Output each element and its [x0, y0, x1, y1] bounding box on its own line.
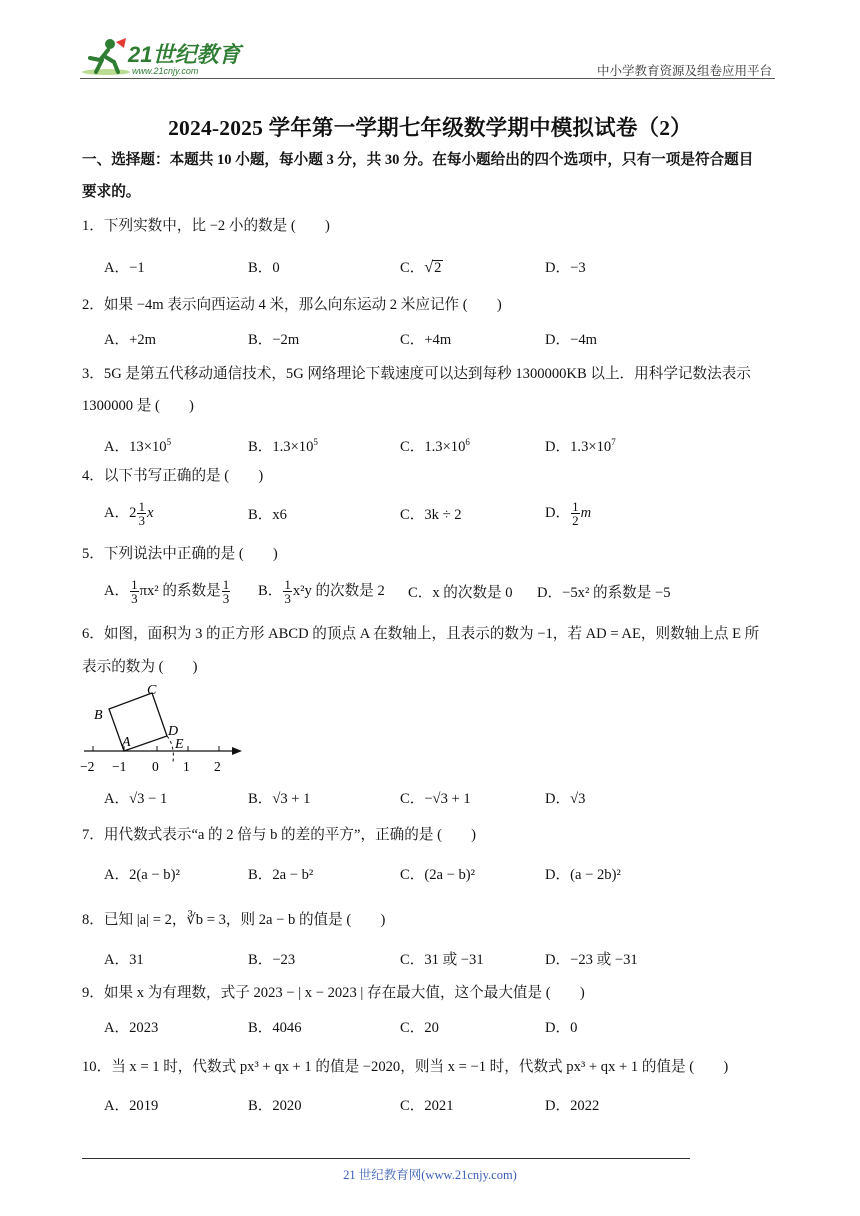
q6-option-a: A．√3 − 1 — [104, 791, 168, 807]
q3-option-a: A．$13\times 10^5$ — [104, 437, 172, 455]
tick-neg1: −1 — [112, 759, 127, 774]
logo-url: www.21cnjy.com — [132, 66, 199, 76]
square-numberline-figure — [80, 682, 250, 777]
q2-option-c: C．+4m — [400, 332, 452, 348]
q6-option-b: B．√3 + 1 — [248, 791, 311, 807]
q5-option-d: D．−5x² 的系数是 −5 — [537, 585, 671, 601]
question-6-line1: 6．如图，面积为 3 的正方形 ABCD 的顶点 A 在数轴上，且表示的数为 −1，若 AD = AE，则数轴上点 E 所 — [82, 626, 760, 642]
q2-option-d: D．−4m — [545, 332, 598, 348]
label-e: E — [175, 737, 184, 752]
q6-option-d: D．√3 — [545, 791, 586, 807]
question-4: 4．以下书写正确的是 ( ) — [82, 468, 264, 484]
label-c: C — [147, 683, 157, 698]
tick-neg2: −2 — [80, 759, 95, 774]
question-8: 8．已知 |a| = 2，∛b = 3，则 2a − b 的值是 ( ) — [82, 912, 386, 928]
q1-option-d: D．−3 — [545, 260, 586, 276]
q5-option-a: A． $\frac{1}{3}$ πx² 的系数是 $\frac{1}{3}$ — [104, 577, 230, 606]
q4-option-d: D． $\frac{1}{2}$ m — [545, 499, 592, 528]
question-7: 7．用代数式表示“a 的 2 倍与 b 的差的平方”，正确的是 ( ) — [82, 827, 476, 843]
platform-name: 中小学教育资源及组卷应用平台 — [596, 64, 772, 78]
q4-option-b: B．x6 — [248, 507, 287, 523]
q8-option-a: A．31 — [104, 952, 144, 968]
q7-option-b: B．2a − b² — [248, 867, 314, 883]
q2-option-a: A．+2m — [104, 332, 157, 348]
q9-option-c: C．20 — [400, 1020, 439, 1036]
tick-0: 0 — [152, 759, 159, 774]
q8-option-b: B．−23 — [248, 952, 296, 968]
q2-option-b: B．−2m — [248, 332, 300, 348]
footer-link[interactable]: 21 世纪教育网(www.21cnjy.com) — [343, 1168, 517, 1182]
q5-option-b: B． $\frac{1}{3}$ x²y 的次数是 2 — [258, 577, 385, 606]
q1-option-a: A．−1 — [104, 260, 145, 276]
q6-option-c: C．−√3 + 1 — [400, 791, 471, 807]
q9-option-d: D．0 — [545, 1020, 578, 1036]
q5-option-c: C．x 的次数是 0 — [408, 585, 513, 601]
q9-option-a: A．2023 — [104, 1020, 159, 1036]
question-2: 2．如果 −4m 表示向西运动 4 米，那么向东运动 2 米应记作 ( ) — [82, 297, 502, 313]
q3-option-c: C．$1.3\times 10^6$ — [400, 437, 470, 455]
q3-option-b: B．$1.3\times 10^5$ — [248, 437, 318, 455]
label-a: A — [122, 735, 131, 750]
question-3-line1: 3．5G 是第五代移动通信技术，5G 网络理论下载速度可以达到每秒 1300000KB 以上．用科学记数法表示 — [82, 366, 751, 382]
q7-option-c: C．(2a − b)² — [400, 867, 476, 883]
tick-1: 1 — [183, 759, 190, 774]
q10-option-b: B．2020 — [248, 1098, 302, 1114]
section-heading-line1: 一、选择题：本题共 10 小题，每小题 3 分，共 30 分。在每小题给出的四个选项中，只有一项是符合题目 — [82, 152, 754, 168]
q8-option-d: D．−23 或 −31 — [545, 952, 638, 968]
q3-option-d: D．$1.3\times 10^7$ — [545, 437, 616, 455]
q9-option-b: B．4046 — [248, 1020, 302, 1036]
question-9: 9．如果 x 为有理数，式子 2023 − | x − 2023 | 存在最大值，这个最大值是 ( ) — [82, 985, 585, 1001]
header-divider — [80, 78, 775, 79]
q7-option-d: D．(a − 2b)² — [545, 867, 621, 883]
logo-text: 21世纪教育 — [128, 42, 241, 67]
question-6-line2: 表示的数为 ( ) — [82, 659, 198, 675]
q7-option-a: A．2(a − b)² — [104, 867, 180, 883]
q1-option-b: B．0 — [248, 260, 280, 276]
question-10: 10．当 x = 1 时，代数式 px³ + qx + 1 的值是 −2020，则当 x = −1 时，代数式 px³ + qx + 1 的值是 ( ) — [82, 1059, 729, 1075]
label-b: B — [94, 708, 103, 723]
exam-title: 2024-2025 学年第一学期七年级数学期中模拟试卷（2） — [168, 116, 692, 140]
q8-option-c: C．31 或 −31 — [400, 952, 484, 968]
question-1: 1．下列实数中，比 −2 小的数是 ( ) — [82, 218, 330, 234]
q10-option-d: D．2022 — [545, 1098, 600, 1114]
footer-divider — [82, 1158, 690, 1159]
q10-option-c: C．2021 — [400, 1098, 454, 1114]
question-3-line2: 1300000 是 ( ) — [82, 398, 194, 414]
question-5: 5．下列说法中正确的是 ( ) — [82, 546, 278, 562]
q10-option-a: A．2019 — [104, 1098, 159, 1114]
section-heading-line2: 要求的。 — [82, 184, 141, 200]
q4-option-c: C．3k ÷ 2 — [400, 507, 462, 523]
site-logo — [80, 36, 250, 78]
label-d: D — [168, 724, 179, 739]
tick-2: 2 — [214, 759, 221, 774]
q1-option-c: C．√2 — [400, 259, 442, 276]
q4-option-a: A．2 $\frac{1}{3}$ x — [104, 499, 154, 528]
